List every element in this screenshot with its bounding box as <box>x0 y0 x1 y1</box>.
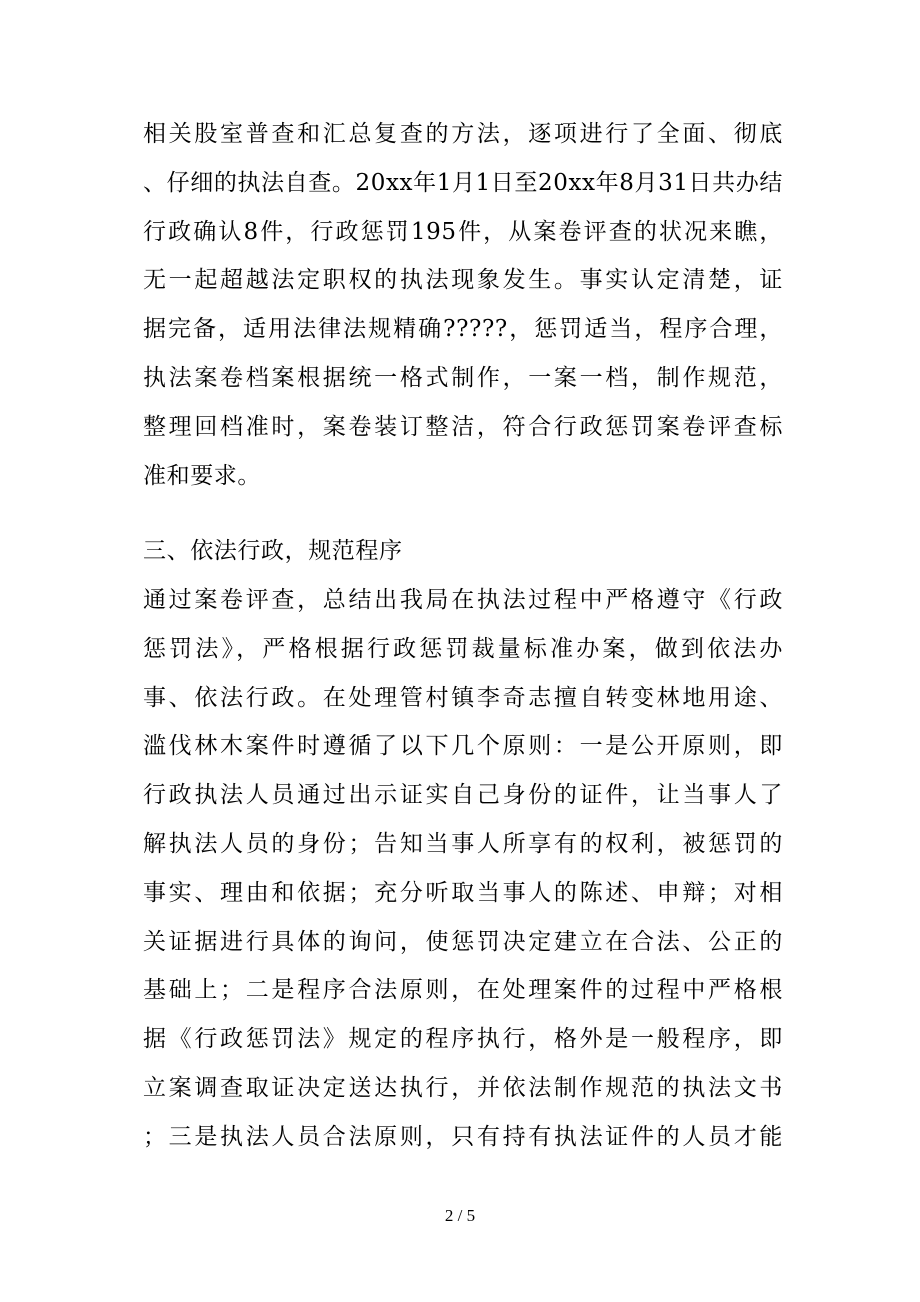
text-line: 解执法人员的身份；告知当事人所享有的权利，被惩罚的 <box>143 830 783 857</box>
text-line: 惩罚法》，严格根据行政惩罚裁量标准办案，做到依法办 <box>143 635 783 662</box>
text-line: 准和要求。 <box>143 462 261 489</box>
text-line: 据《行政惩罚法》规定的程序执行，格外是一般程序，即 <box>143 1026 783 1053</box>
text-line: 基础上；二是程序合法原则，在处理案件的过程中严格根 <box>143 977 783 1004</box>
page-number: 2 / 5 <box>444 1206 476 1225</box>
text-line: 通过案卷评查，总结出我局在执法过程中严格遵守《行政 <box>143 587 783 613</box>
section-heading <box>143 527 783 576</box>
text-line: 执法案卷档案根据统一格式制作，一案一档，制作规范， <box>143 364 783 391</box>
text-line: ；三是执法人员合法原则，只有持有执法证件的人员才能 <box>143 1123 783 1150</box>
text-line: 相关股室普查和汇总复查的方法，逐项进行了全面、彻底 <box>143 121 783 147</box>
text-line: 无一起超越法定职权的执法现象发生。事实认定清楚，证 <box>143 267 783 294</box>
text-line: 据完备，适用法律法规精确?????，惩罚适当，程序合理， <box>143 316 783 343</box>
text-line: 整理回档准时，案卷装订整洁，符合行政惩罚案卷评查标 <box>143 413 783 440</box>
heading-text: 三、依法行政，规范程序 <box>143 538 403 564</box>
text-line: 事、依法行政。在处理管村镇李奇志擅自转变林地用途、 <box>143 684 783 711</box>
paragraph-lawful-administration <box>143 576 783 1162</box>
text-line: 、仔细的执法自查。20xx年1月1日至20xx年8月31日共办结 <box>143 169 783 196</box>
text-line: 滥伐林木案件时遵循了以下几个原则：一是公开原则，即 <box>143 733 783 760</box>
text-line: 事实、理由和依据；充分听取当事人的陈述、申辩；对相 <box>143 879 783 906</box>
text-line: 行政确认8件，行政惩罚195件，从案卷评查的状况来瞧， <box>143 218 783 245</box>
text-line: 行政执法人员通过出示证实自己身份的证件，让当事人了 <box>143 782 783 809</box>
paragraph-case-review <box>143 110 783 500</box>
text-line: 关证据进行具体的询问，使惩罚决定建立在合法、公正的 <box>143 928 783 955</box>
text-line: 立案调查取证决定送达执行，并依法制作规范的执法文书 <box>143 1074 783 1101</box>
